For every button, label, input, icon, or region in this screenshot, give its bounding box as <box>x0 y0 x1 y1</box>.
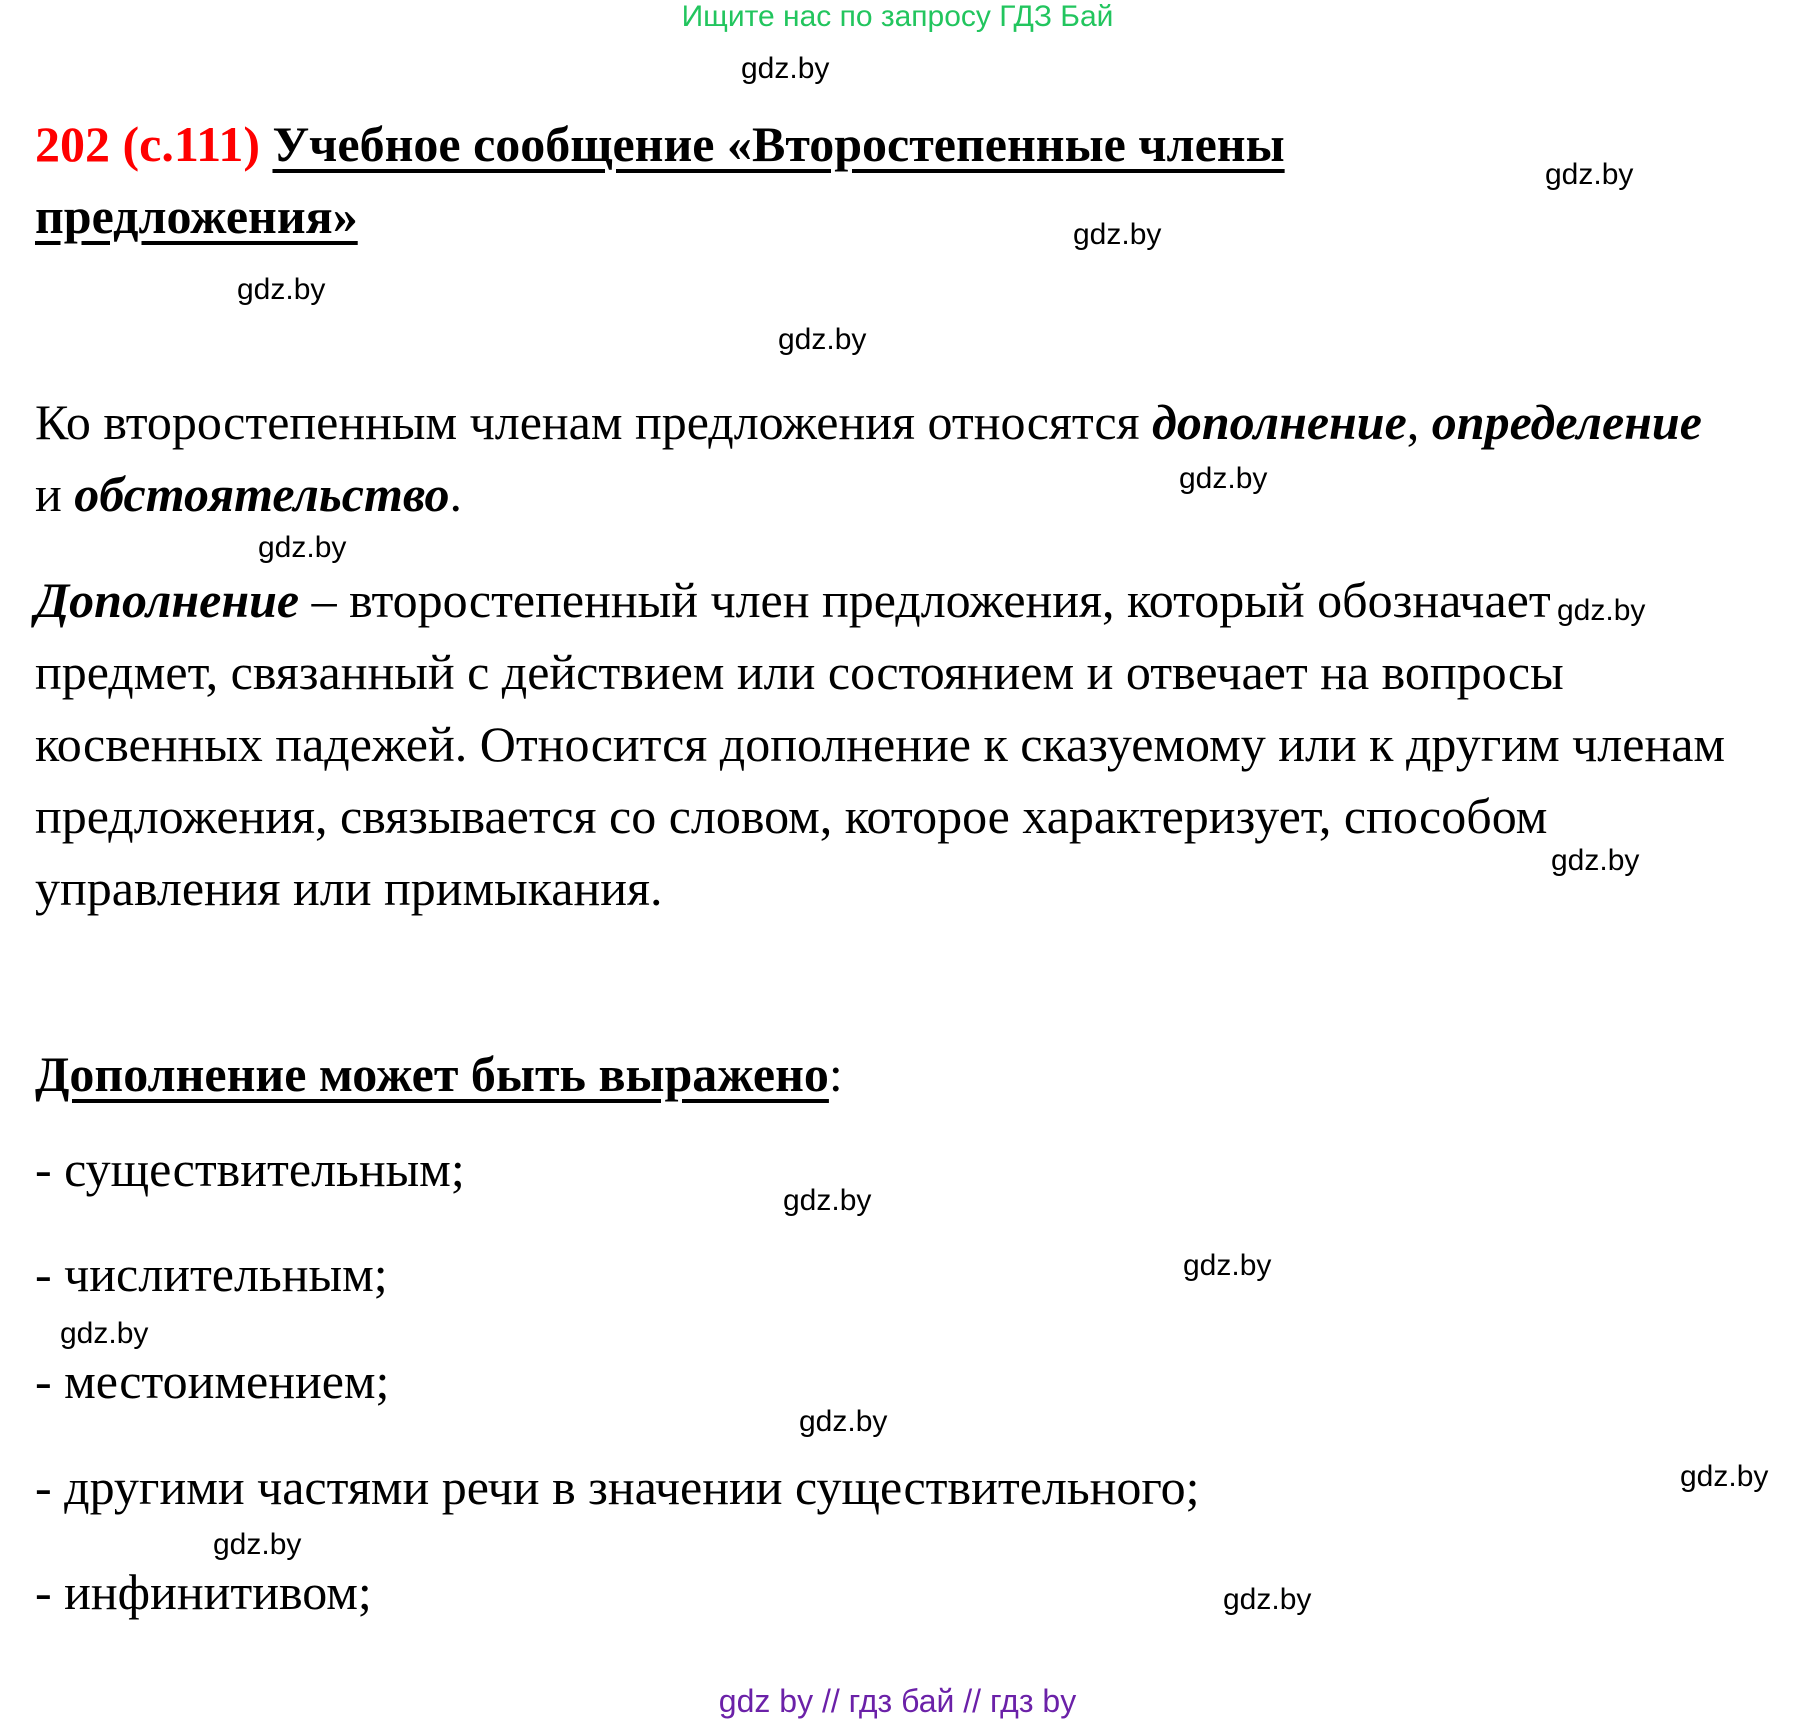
term-complement: дополнение <box>1152 394 1407 450</box>
list-item: - инфинитивом; <box>35 1564 372 1620</box>
intro-sep: , <box>1406 394 1432 450</box>
subheading-colon: : <box>828 1046 843 1102</box>
title-text: Учебное сообщение «Второстепенные члены предложения» <box>35 116 1285 244</box>
watermark: gdz.by <box>237 273 326 306</box>
watermark: gdz.by <box>778 323 867 356</box>
watermark: gdz.by <box>213 1528 302 1561</box>
intro-end: . <box>449 466 463 522</box>
list-item: - другими частями речи в значении существительного; <box>35 1459 1200 1515</box>
watermark: gdz.by <box>1179 462 1268 495</box>
page-title <box>35 108 1535 252</box>
watermark: gdz.by <box>1557 594 1646 627</box>
watermark: gdz.by <box>1680 1460 1769 1493</box>
list-item: - местоимением; <box>35 1353 390 1409</box>
subheading <box>35 1038 1735 1110</box>
watermark: gdz.by <box>1183 1249 1272 1282</box>
list-item: - существительным; <box>35 1141 465 1197</box>
watermark: gdz.by <box>258 531 347 564</box>
definition-text: – второстепенный член предложения, который обозначает предмет, связанный с действием или состоянием и отвечает на вопросы косвенных падежей. Относится дополнение к сказуемому или к другим членам предложения, связывается со словом, которое характеризует, способом управления или примыкания. <box>35 572 1726 916</box>
list-item: - числительным; <box>35 1246 388 1302</box>
paragraph-definition <box>35 564 1735 924</box>
watermark: gdz.by <box>741 52 830 85</box>
watermark: gdz.by <box>783 1184 872 1217</box>
term-attribute: определение <box>1431 394 1702 450</box>
watermark: gdz.by <box>799 1405 888 1438</box>
intro-text: Ко второстепенным членам предложения относятся <box>35 394 1153 450</box>
watermark: gdz.by <box>1545 158 1634 191</box>
watermark: gdz.by <box>1551 844 1640 877</box>
subheading-text: Дополнение может быть выражено <box>35 1046 829 1102</box>
term-adverbial: обстоятельство <box>74 466 450 522</box>
paragraph-intro <box>35 386 1735 530</box>
exercise-number: 202 (с.111) <box>35 116 260 172</box>
watermark: gdz.by <box>1223 1583 1312 1616</box>
watermark: gdz.by <box>60 1317 149 1350</box>
footer-links: gdz by // гдз бай // гдз by <box>718 1683 1077 1719</box>
watermark: gdz.by <box>1073 218 1162 251</box>
intro-and: и <box>35 466 75 522</box>
definition-term: Дополнение <box>35 572 300 628</box>
top-banner: Ищите нас по запросу ГДЗ Бай <box>681 0 1114 33</box>
